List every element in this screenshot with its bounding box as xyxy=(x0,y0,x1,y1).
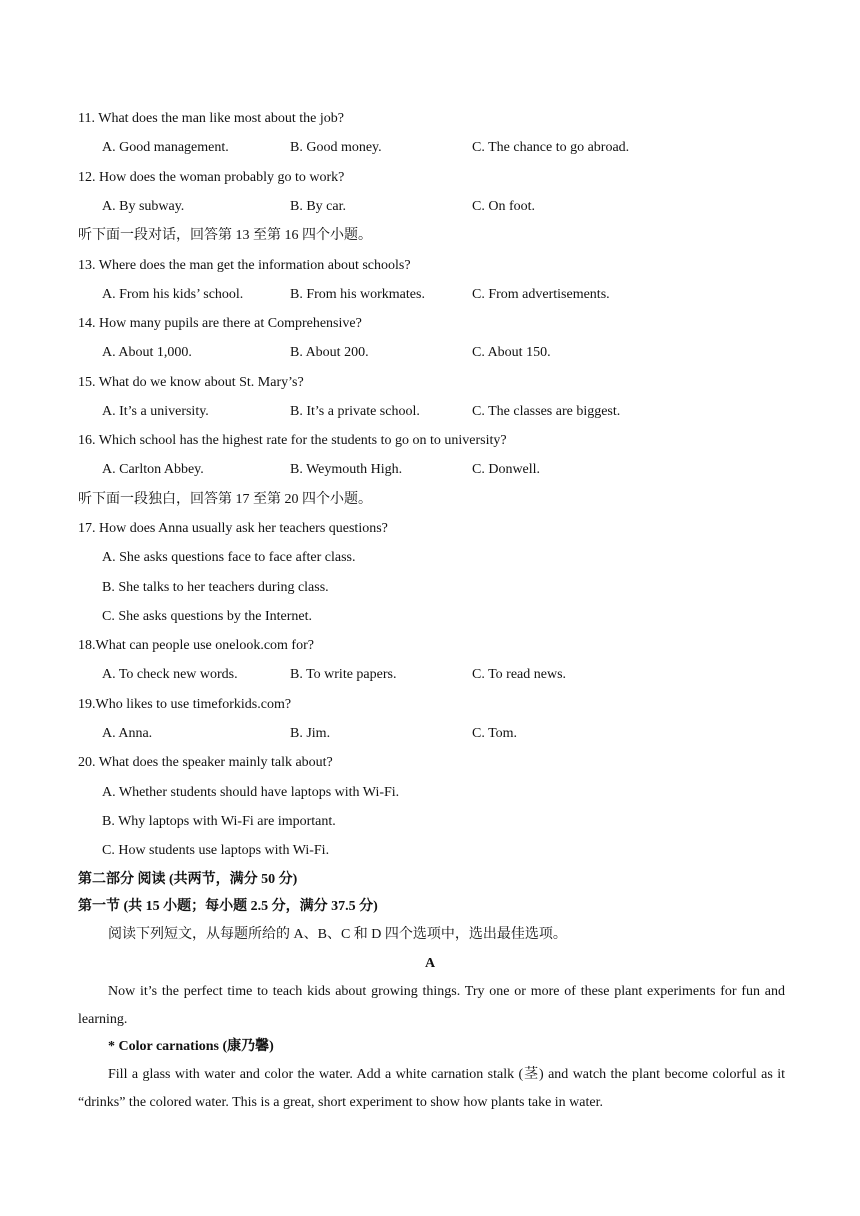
part2-title: 第二部分 阅读 (共两节，满分 50 分) xyxy=(78,872,298,887)
q14-option-b: B. About 200. xyxy=(290,345,369,360)
q11-option-b: B. Good money. xyxy=(290,140,382,155)
q17-option-a: A. She asks questions face to face after class. xyxy=(102,550,356,565)
q12-option-c: C. On foot. xyxy=(472,199,535,214)
q13-option-c: C. From advertisements. xyxy=(472,287,610,302)
question-16: 16. Which school has the highest rate for the students to go on to university? xyxy=(78,433,507,448)
section1-instruction: 阅读下列短文，从每题所给的 A、B、C 和 D 四个选项中，选出最佳选项。 xyxy=(108,927,567,942)
q15-option-c: C. The classes are biggest. xyxy=(472,404,621,419)
q18-option-c: C. To read news. xyxy=(472,667,567,682)
q19-option-b: B. Jim. xyxy=(290,726,331,741)
question-12: 12. How does the woman probably go to work? xyxy=(78,170,345,185)
question-19: 19.Who likes to use timeforkids.com? xyxy=(78,697,292,712)
q18-option-b: B. To write papers. xyxy=(290,667,397,682)
q20-option-b: B. Why laptops with Wi-Fi are important. xyxy=(102,814,336,829)
q14-option-a: A. About 1,000. xyxy=(102,345,192,360)
question-18: 18.What can people use onelook.com for? xyxy=(78,638,314,653)
q20-option-a: A. Whether students should have laptops with Wi-Fi. xyxy=(102,785,400,800)
q12-option-b: B. By car. xyxy=(290,199,346,214)
q17-option-c: C. She asks questions by the Internet. xyxy=(102,609,312,624)
passage-paragraph-1: Now it’s the perfect time to teach kids about growing things. Try one or more of these plant experiments for fun and learning. xyxy=(78,984,785,1027)
question-17: 17. How does Anna usually ask her teachers questions? xyxy=(78,521,388,536)
question-14: 14. How many pupils are there at Comprehensive? xyxy=(78,316,362,331)
passage-paragraph-2: Fill a glass with water and color the water. Add a white carnation stalk (茎) and watch the plant become colorful as it “drinks” the colored water. This is a great, short experiment to show how plants take in water. xyxy=(78,1067,785,1110)
q14-option-c: C. About 150. xyxy=(472,345,551,360)
q19-option-a: A. Anna. xyxy=(102,726,153,741)
q20-option-c: C. How students use laptops with Wi-Fi. xyxy=(102,843,330,858)
q11-option-c: C. The chance to go abroad. xyxy=(472,140,630,155)
question-11: 11. What does the man like most about the job? xyxy=(78,111,344,126)
q13-option-b: B. From his workmates. xyxy=(290,287,425,302)
passage-subheading: * Color carnations (康乃馨) xyxy=(108,1039,274,1054)
section1-title: 第一节 (共 15 小题；每小题 2.5 分，满分 37.5 分) xyxy=(78,899,378,914)
q15-option-b: B. It’s a private school. xyxy=(290,404,420,419)
passage-letter: A xyxy=(424,956,436,971)
q12-option-a: A. By subway. xyxy=(102,199,185,214)
q11-option-a: A. Good management. xyxy=(102,140,229,155)
q16-option-b: B. Weymouth High. xyxy=(290,462,403,477)
q17-option-b: B. She talks to her teachers during class. xyxy=(102,580,329,595)
question-20: 20. What does the speaker mainly talk about? xyxy=(78,755,333,770)
question-15: 15. What do we know about St. Mary’s? xyxy=(78,375,304,390)
q19-option-c: C. Tom. xyxy=(472,726,518,741)
q13-option-a: A. From his kids’ school. xyxy=(102,287,244,302)
q15-option-a: A. It’s a university. xyxy=(102,404,209,419)
q16-option-c: C. Donwell. xyxy=(472,462,541,477)
instruction-13-16: 听下面一段对话，回答第 13 至第 16 四个小题。 xyxy=(78,228,372,243)
question-13: 13. Where does the man get the information about schools? xyxy=(78,258,411,273)
q16-option-a: A. Carlton Abbey. xyxy=(102,462,204,477)
q18-option-a: A. To check new words. xyxy=(102,667,238,682)
instruction-17-20: 听下面一段独白，回答第 17 至第 20 四个小题。 xyxy=(78,492,372,507)
